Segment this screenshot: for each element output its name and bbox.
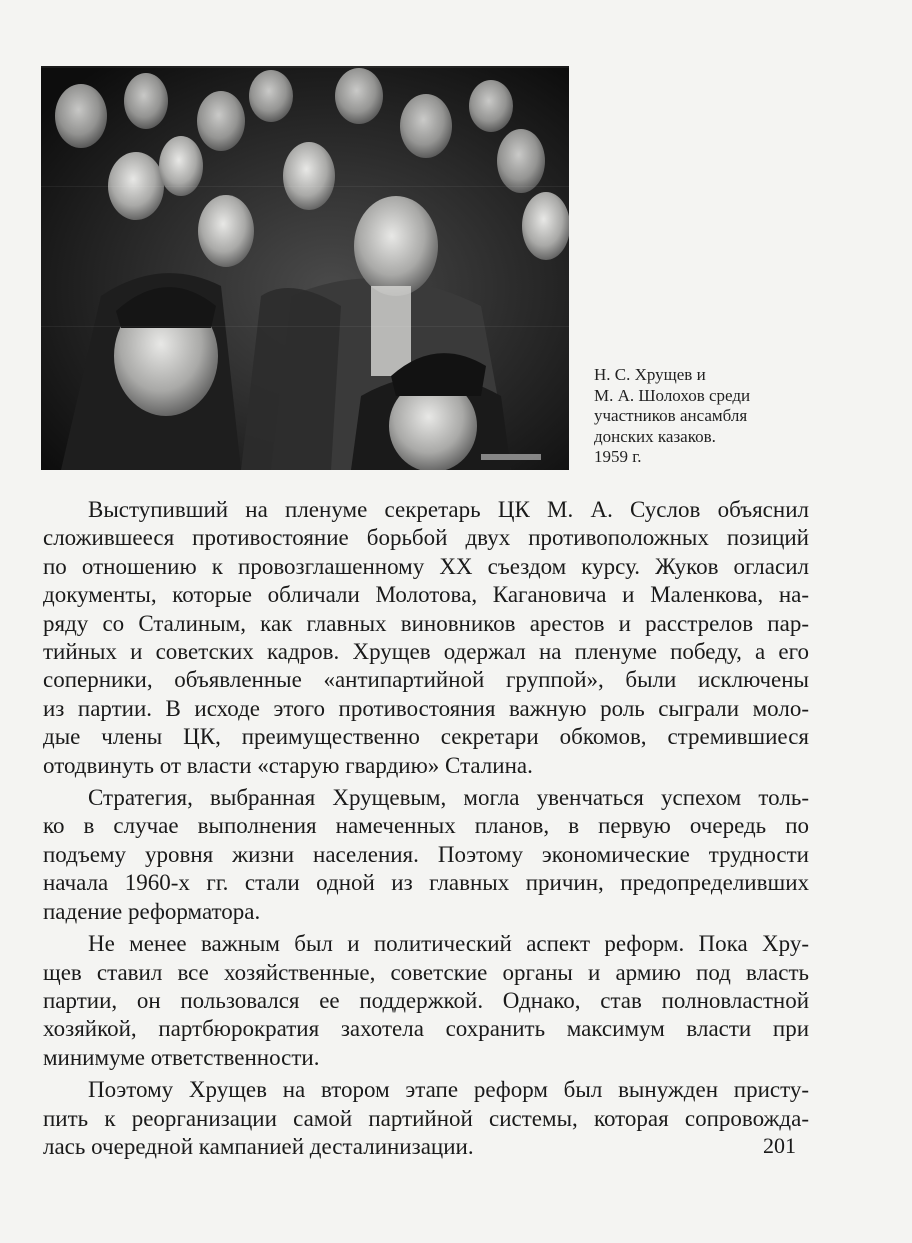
text-line: документы, которые обличали Молотова, Кагановича и Маленкова, на- xyxy=(43,582,809,608)
text-line: хозяйкой, партбюрократия захотела сохранить максимум власти при xyxy=(43,1016,809,1042)
text-line: по отношению к провозглашенному XX съездом курсу. Жуков огласил xyxy=(43,553,809,579)
text-line: начала 1960-х гг. стали одной из главных причин, предопределивших xyxy=(43,870,809,896)
text-line: партии, он пользовался ее поддержкой. Однако, став полновластной xyxy=(43,987,809,1013)
text-line: Не менее важным был и политический аспект реформ. Пока Хру- xyxy=(88,931,809,957)
paragraph xyxy=(43,930,809,1072)
text-line: Выступивший на пленуме секретарь ЦК М. А. Суслов объяснил xyxy=(88,497,809,522)
text-line: лась очередной кампанией десталинизации. xyxy=(43,1133,474,1159)
text-line: соперники, объявленные «антипартийной группой», были исключены xyxy=(43,667,809,693)
text-line: Стратегия, выбранная Хрущевым, могла увенчаться успехом толь- xyxy=(88,785,809,811)
caption-line: М. А. Шолохов среди xyxy=(594,385,751,405)
text-line: пить к реорганизации самой партийной системы, которая сопровожда- xyxy=(43,1105,809,1131)
text-line: тийных и советских кадров. Хрущев одержал на пленуме победу, а его xyxy=(43,639,809,665)
caption-line: 1959 г. xyxy=(594,447,642,466)
photo-crowd-illustration xyxy=(41,66,569,470)
historical-photo xyxy=(41,66,569,470)
paragraph xyxy=(43,496,809,780)
caption-line: участников ансамбля xyxy=(594,406,748,425)
body-text xyxy=(43,496,809,1161)
text-line: отодвинуть от власти «старую гвардию» Сталина. xyxy=(43,752,533,778)
text-line: ряду со Сталиным, как главных виновников арестов и расстрелов пар- xyxy=(43,610,809,636)
text-line: ко в случае выполнения намеченных планов, в первую очередь по xyxy=(43,813,809,839)
page-number: 201 xyxy=(763,1133,796,1158)
text-line: из партии. В исходе этого противостояния важную роль сыграли моло- xyxy=(43,695,809,721)
caption-line: Н. С. Хрущев и xyxy=(594,365,706,384)
text-line: минимуме ответственности. xyxy=(43,1044,320,1070)
text-line: щев ставил все хозяйственные, советские органы и армию под власть xyxy=(43,959,809,985)
caption-line: донских казаков. xyxy=(594,426,716,446)
paragraph xyxy=(43,1076,809,1161)
text-line: падение реформатора. xyxy=(43,898,261,924)
photo-caption xyxy=(594,365,834,468)
text-line: Поэтому Хрущев на втором этапе реформ был вынужден присту- xyxy=(88,1077,809,1103)
text-line: сложившееся противостояние борьбой двух противоположных позиций xyxy=(43,525,809,551)
text-line: дые члены ЦК, преимущественно секретари обкомов, стремившиеся xyxy=(43,724,809,750)
paragraph xyxy=(43,784,809,926)
text-line: подъему уровня жизни населения. Поэтому экономические трудности xyxy=(43,841,809,867)
